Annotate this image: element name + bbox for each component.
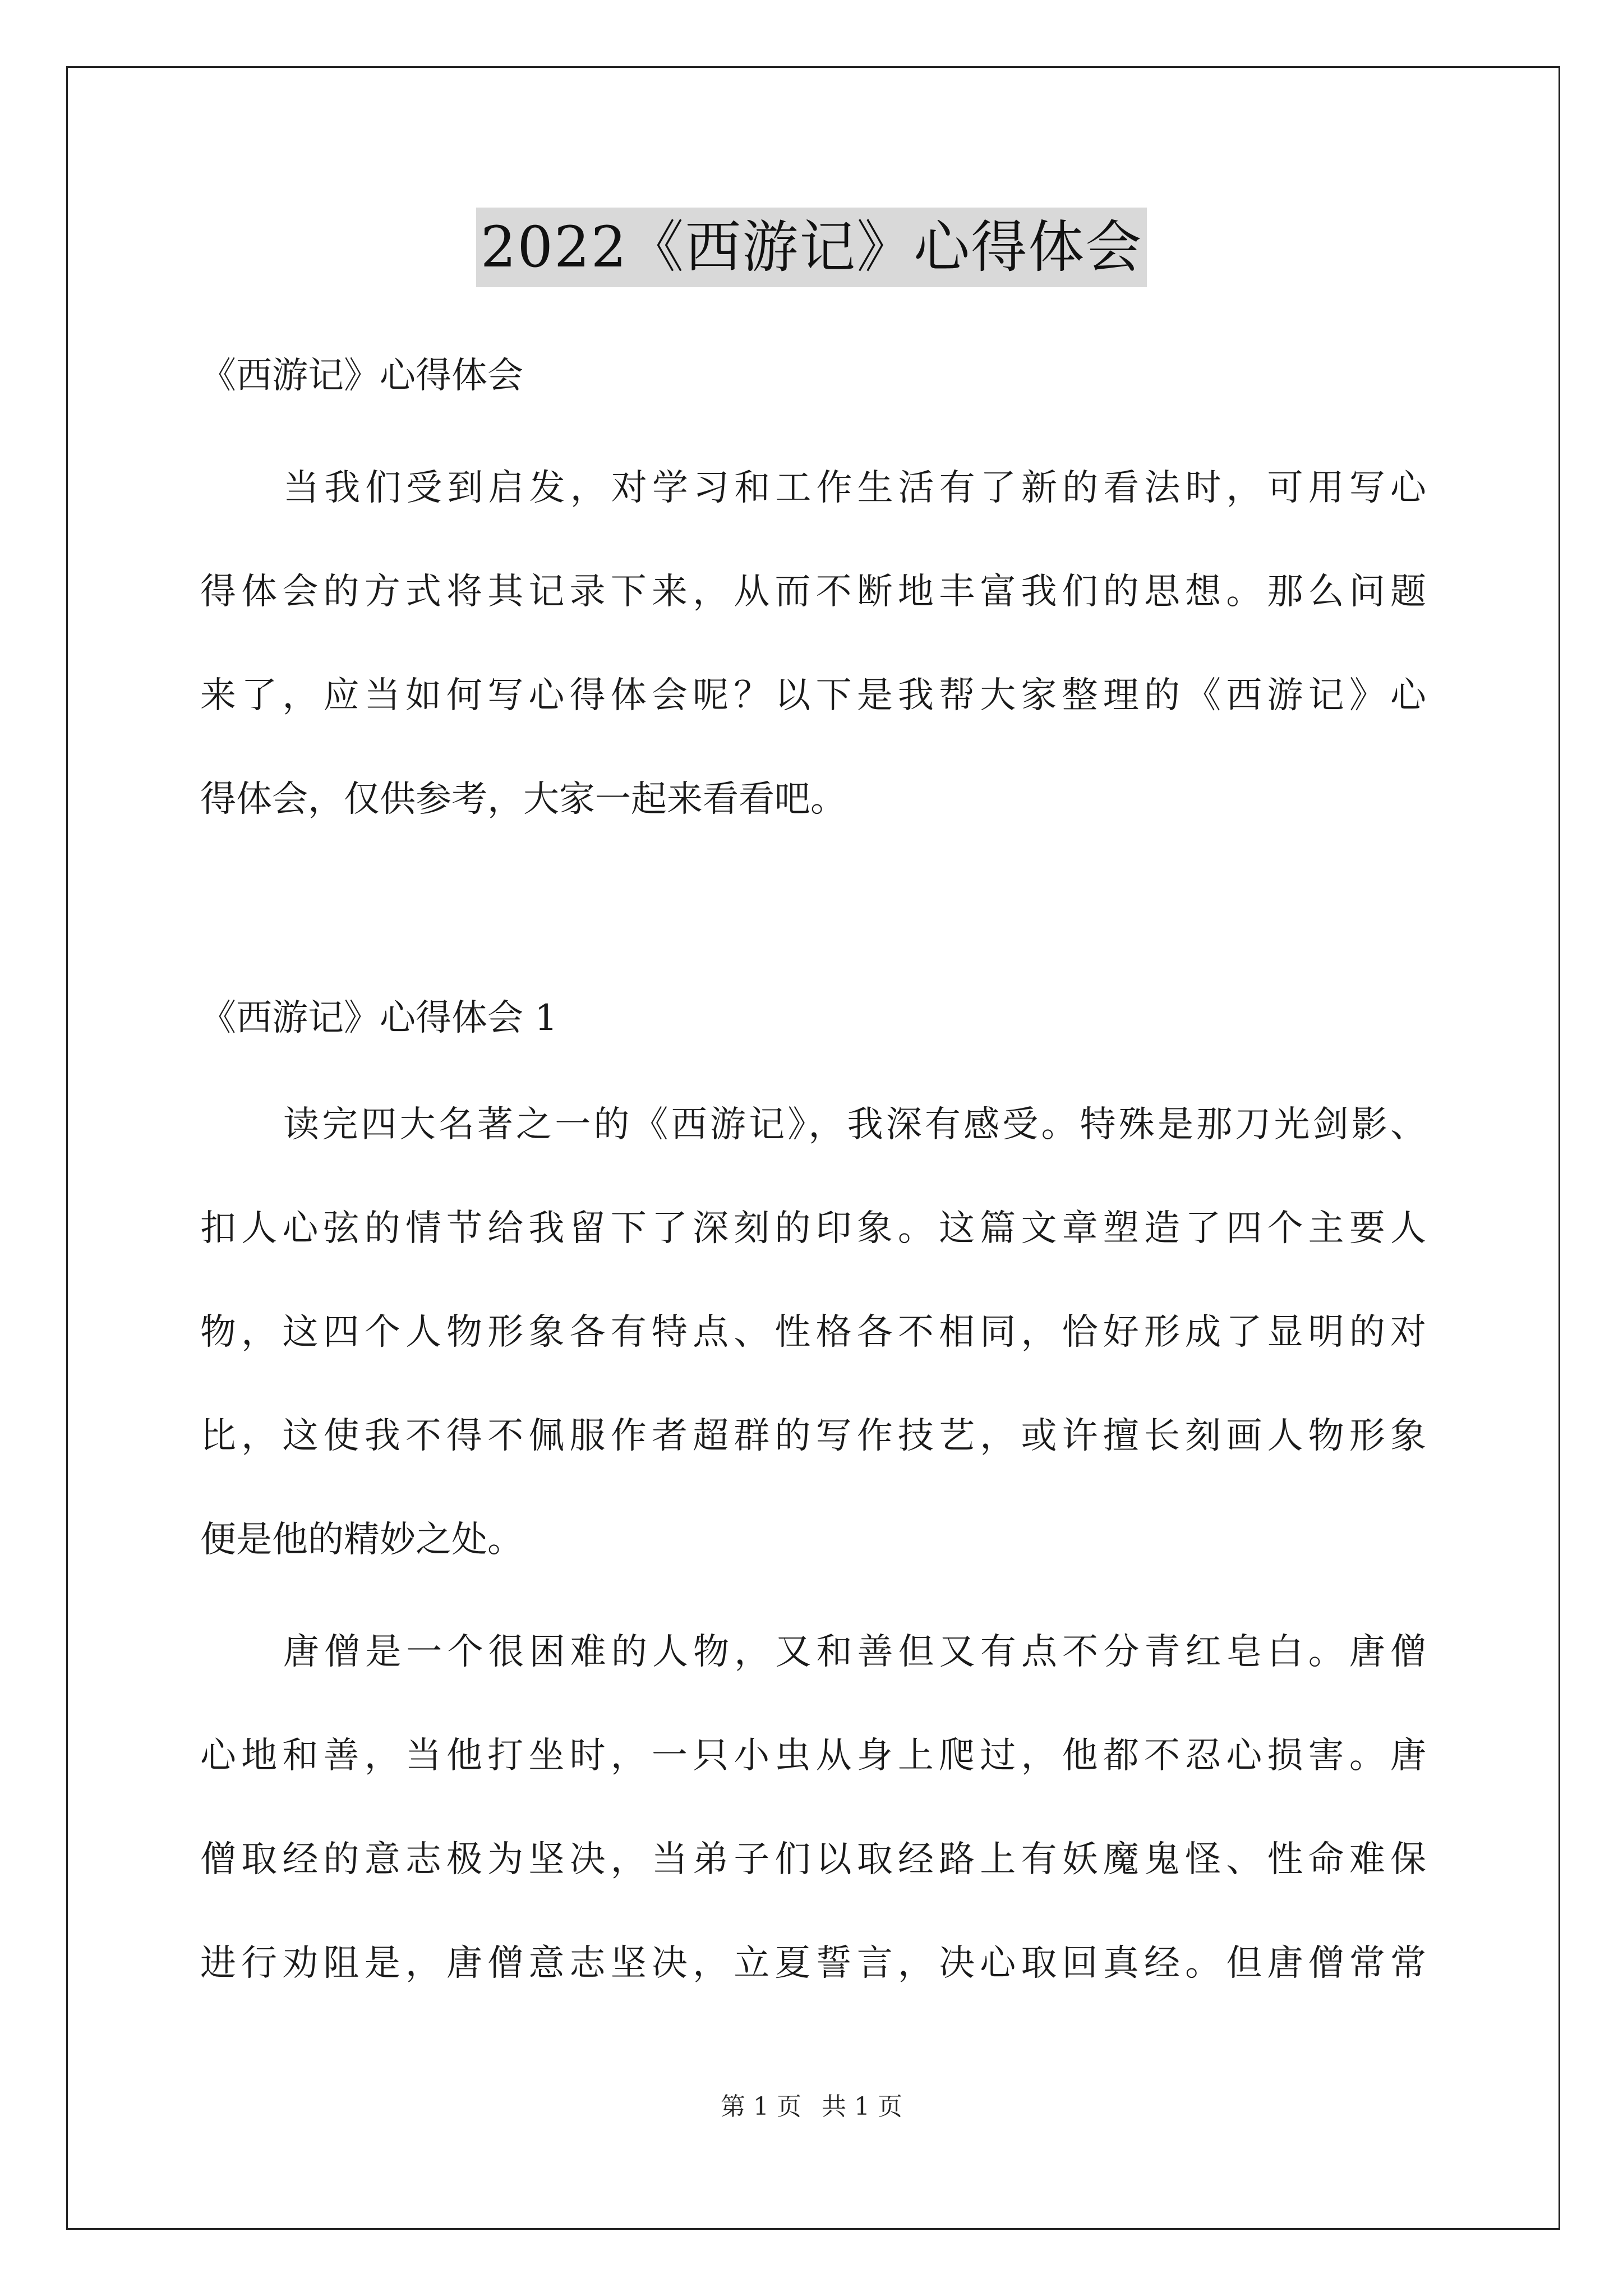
section1-para2-line-2: 心地和善，当他打坐时，一只小虫从身上爬过，他都不忍心损害。唐: [200, 1735, 1426, 1777]
section1-para2-line-1: 唐僧是一个很困难的人物，又和善但又有点不分青红皂白。唐僧: [283, 1631, 1426, 1673]
intro-line-3: 来了，应当如何写心得体会呢？以下是我帮大家整理的《西游记》心: [200, 675, 1426, 716]
section1-para1-line-3: 物，这四个人物形象各有特点、性格各不相同，恰好形成了显明的对: [200, 1312, 1426, 1353]
section1-heading: 《西游记》心得体会 1: [200, 997, 558, 1039]
section1-para1-line-4: 比，这使我不得不佩服作者超群的写作技艺，或许擅长刻画人物形象: [200, 1415, 1426, 1457]
section1-para2-line-3: 僧取经的意志极为坚决，当弟子们以取经路上有妖魔鬼怪、性命难保: [200, 1839, 1426, 1880]
section1-para1-line-2: 扣人心弦的情节给我留下了深刻的印象。这篇文章塑造了四个主要人: [200, 1208, 1426, 1249]
intro-line-4: 得体会，仅供参考，大家一起来看看吧。: [200, 779, 846, 820]
document-title: 2022《西游记》心得体会: [476, 208, 1147, 287]
page-total: 共 1 页: [822, 2092, 902, 2121]
page-footer: [0, 2090, 1623, 2124]
section1-para1-line-5: 便是他的精妙之处。: [200, 1519, 523, 1561]
title-container: [0, 208, 1623, 287]
section1-para1-line-1: 读完四大名著之一的《西游记》，我深有感受。特殊是那刀光剑影、: [283, 1104, 1426, 1145]
intro-line-2: 得体会的方式将其记录下来，从而不断地丰富我们的思想。那么问题: [200, 571, 1426, 613]
page-number: 第 1 页: [721, 2092, 801, 2121]
intro-line-1: 当我们受到启发，对学习和工作生活有了新的看法时，可用写心: [283, 467, 1426, 509]
intro-heading: 《西游记》心得体会: [200, 355, 523, 397]
section1-para2-line-4: 进行劝阻是，唐僧意志坚决，立夏誓言，决心取回真经。但唐僧常常: [200, 1943, 1426, 1984]
